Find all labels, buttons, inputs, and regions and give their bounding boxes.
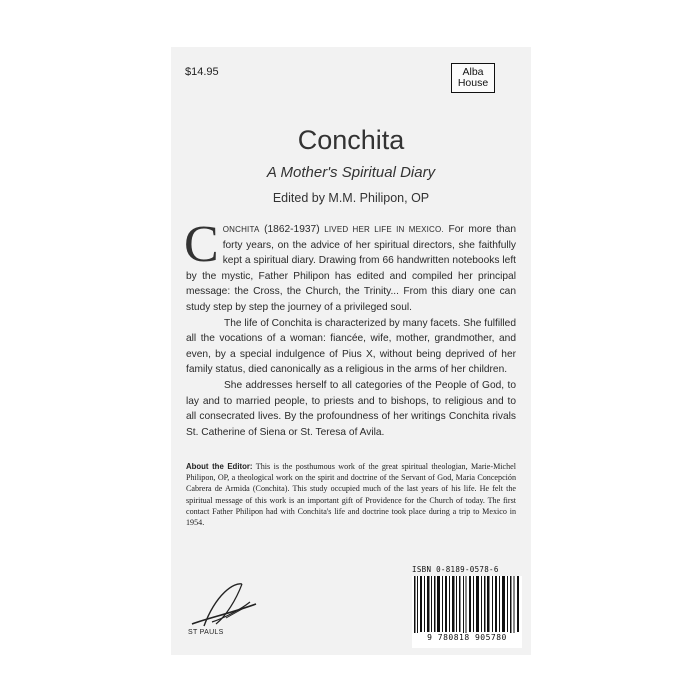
dates-text: (1862-1937) [259,224,325,235]
price-label: $14.95 [185,66,219,78]
paragraph-3: She addresses herself to all categories of the People of God, to lay and to married people, to priests and to bishops, to religious and to all consecrated lives. By the profoundness of her writings Conchita rivals St. Catherine of Siena or St. Teresa of Avila. [186,379,516,438]
drop-cap: C [184,216,219,273]
paragraph-1-rest: For more than forty years, on the advice of her spiritual directors, she faithfully kept a spiritual diary. Drawing from 66 handwritten notebooks left by the mystic, Father Philipon has edited and compiled her principal message: the Cross, the Church, the Trinity... From this diary one can study step by step the journey of a privileged soul. [186,224,517,313]
about-editor-label: About the Editor: [186,462,253,471]
alba-house-logo [451,63,495,93]
book-title: Conchita [297,125,405,155]
smallcaps-lived: LIVED HER LIFE IN MEXICO. [324,225,444,234]
about-editor [186,461,516,528]
about-editor-text: This is the posthumous work of the great spiritual theologian, Marie-Michel Philipon, OP, a theological work on the spirit and doctrine of the Servant of God, Maria Concepción Cabrera de Armida (Conchita). This study occupied much of the last years of his life. He felt the spiritual message of this work is an important gift of Providence for the Church of today. The first contact Father Philipon had with Conchita's life and doctrine took place during a trip to Mexico in 1954. [186,462,516,528]
barcode-number: 9 780818 905780 [412,633,522,642]
paragraph-2: The life of Conchita is characterized by many facets. She fulfilled all the vocations of a woman: fiancée, wife, mother, grandmother, and even, by a special indulgence of Pius X, without being deprived of her family status, died canonically as a religious in the arms of her children. [186,317,516,376]
book-subtitle: A Mother's Spiritual Diary [266,164,436,181]
isbn-text: ISBN 0-8189-0578-6 [412,565,499,574]
st-pauls-text: ST PAULS [188,629,224,636]
logo-line-2: House [457,77,489,89]
paragraph-1 [184,216,517,316]
logo-line-1: Alba [462,66,484,78]
description-body [184,216,517,440]
editor-line: Edited by M.M. Philipon, OP [272,191,430,205]
smallcaps-name: ONCHITA [222,225,260,234]
